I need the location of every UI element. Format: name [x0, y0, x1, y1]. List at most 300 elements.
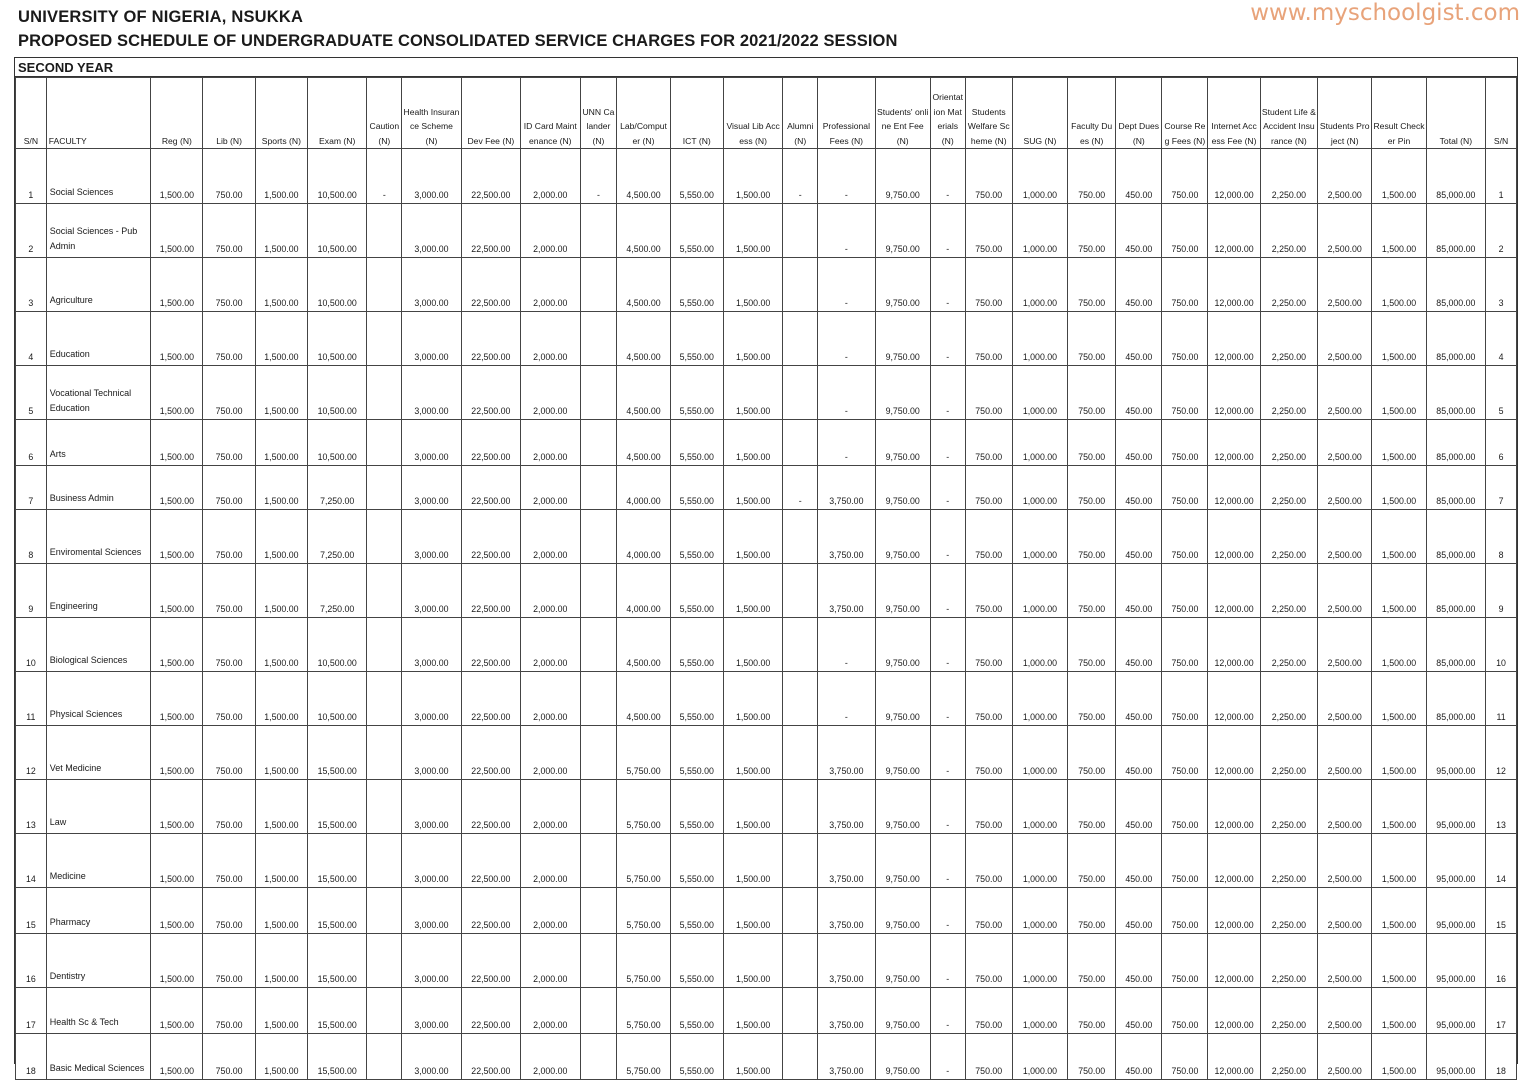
fee-cell: 1,000.00 — [1012, 780, 1067, 834]
serial-cell: 4 — [16, 312, 47, 366]
serial-cell: 9 — [1486, 564, 1517, 618]
fee-cell: 5,550.00 — [670, 1034, 723, 1080]
column-header: Alumni (N) — [783, 78, 818, 149]
fee-cell: 4,500.00 — [617, 420, 670, 466]
fee-cell: 450.00 — [1116, 888, 1162, 934]
fee-cell — [367, 834, 402, 888]
fee-cell — [367, 204, 402, 258]
table-row — [16, 672, 1517, 726]
fee-cell: 12,000.00 — [1208, 510, 1260, 564]
fee-cell: 1,000.00 — [1012, 564, 1067, 618]
fee-cell: 1,500.00 — [255, 672, 307, 726]
column-header: Students Welfare Scheme (N) — [965, 78, 1012, 149]
fee-cell — [580, 934, 617, 988]
fee-cell: 5,550.00 — [670, 149, 723, 204]
fee-cell: 750.00 — [1162, 618, 1208, 672]
fee-cell: 2,000.00 — [521, 149, 580, 204]
fee-cell: 750.00 — [203, 672, 255, 726]
fee-cell: 1,500.00 — [1372, 258, 1426, 312]
serial-cell: 12 — [16, 726, 47, 780]
serial-cell: 18 — [1486, 1034, 1517, 1080]
fee-cell: 450.00 — [1116, 466, 1162, 510]
fee-cell: 750.00 — [1068, 149, 1116, 204]
fee-cell: 9,750.00 — [875, 564, 930, 618]
fee-cell: - — [930, 934, 965, 988]
serial-cell: 15 — [1486, 888, 1517, 934]
fee-cell: 2,000.00 — [521, 780, 580, 834]
serial-cell: 4 — [1486, 312, 1517, 366]
fee-cell: 1,000.00 — [1012, 934, 1067, 988]
fee-cell: 750.00 — [965, 204, 1012, 258]
fee-cell: 1,500.00 — [723, 672, 782, 726]
fee-cell: 9,750.00 — [875, 780, 930, 834]
serial-cell: 10 — [16, 618, 47, 672]
fee-cell: 750.00 — [1162, 258, 1208, 312]
fee-cell: 1,500.00 — [723, 618, 782, 672]
fee-cell: 1,500.00 — [151, 618, 203, 672]
serial-cell: 16 — [1486, 934, 1517, 988]
fee-cell: 750.00 — [965, 834, 1012, 888]
fee-cell: 450.00 — [1116, 618, 1162, 672]
fee-cell: 2,250.00 — [1260, 988, 1317, 1034]
fee-cell: 750.00 — [203, 149, 255, 204]
fee-cell: 2,000.00 — [521, 366, 580, 420]
fee-cell — [580, 988, 617, 1034]
fee-cell: 1,500.00 — [1372, 204, 1426, 258]
fee-cell: 5,750.00 — [617, 726, 670, 780]
fee-cell: 750.00 — [1162, 204, 1208, 258]
serial-cell: 7 — [16, 466, 47, 510]
fee-cell — [367, 672, 402, 726]
fee-cell: 1,500.00 — [151, 510, 203, 564]
fee-cell: 22,500.00 — [461, 420, 520, 466]
faculty-cell: Vocational Technical Education — [46, 366, 151, 420]
fee-cell: 750.00 — [203, 934, 255, 988]
fee-cell: 2,500.00 — [1318, 420, 1372, 466]
fee-cell: 1,000.00 — [1012, 1034, 1067, 1080]
faculty-cell: Social Sciences - Pub Admin — [46, 204, 151, 258]
column-header: Caution (N) — [367, 78, 402, 149]
fee-cell: 1,500.00 — [255, 466, 307, 510]
fee-cell: 1,000.00 — [1012, 366, 1067, 420]
fee-cell: 12,000.00 — [1208, 672, 1260, 726]
faculty-cell: Vet Medicine — [46, 726, 151, 780]
fee-cell: 4,500.00 — [617, 149, 670, 204]
fee-cell: 10,500.00 — [307, 618, 366, 672]
serial-cell: 3 — [1486, 258, 1517, 312]
fee-cell: 1,500.00 — [1372, 510, 1426, 564]
table-row — [16, 888, 1517, 934]
fee-cell: - — [818, 149, 875, 204]
fee-cell: 2,000.00 — [521, 420, 580, 466]
fee-cell: 5,750.00 — [617, 780, 670, 834]
fee-cell: 22,500.00 — [461, 672, 520, 726]
fee-cell: 1,500.00 — [1372, 420, 1426, 466]
fee-cell — [367, 312, 402, 366]
fee-cell: 750.00 — [203, 1034, 255, 1080]
fee-cell: 3,000.00 — [402, 204, 461, 258]
fee-cell: 2,250.00 — [1260, 618, 1317, 672]
fee-cell: 750.00 — [965, 420, 1012, 466]
fee-cell: 12,000.00 — [1208, 258, 1260, 312]
total-cell: 85,000.00 — [1426, 564, 1485, 618]
fee-cell: 750.00 — [1162, 149, 1208, 204]
fee-cell: 450.00 — [1116, 149, 1162, 204]
fee-cell — [367, 420, 402, 466]
fee-cell: 3,750.00 — [818, 888, 875, 934]
fee-cell: 3,750.00 — [818, 834, 875, 888]
fee-cell: 3,000.00 — [402, 466, 461, 510]
fee-cell — [783, 258, 818, 312]
table-row — [16, 834, 1517, 888]
fee-cell: 5,550.00 — [670, 934, 723, 988]
fee-cell: 2,500.00 — [1318, 564, 1372, 618]
fee-cell — [783, 934, 818, 988]
fee-cell: 1,500.00 — [255, 934, 307, 988]
fee-cell — [580, 312, 617, 366]
fee-cell: 750.00 — [965, 1034, 1012, 1080]
fee-cell: 9,750.00 — [875, 988, 930, 1034]
fee-cell: 2,500.00 — [1318, 1034, 1372, 1080]
fee-cell: 2,500.00 — [1318, 258, 1372, 312]
fee-cell: 1,500.00 — [255, 420, 307, 466]
fee-cell: 2,000.00 — [521, 466, 580, 510]
fee-cell: - — [783, 466, 818, 510]
fee-cell: 750.00 — [1162, 834, 1208, 888]
fee-cell: 1,500.00 — [255, 888, 307, 934]
fee-cell: 1,500.00 — [723, 1034, 782, 1080]
fee-cell: 750.00 — [203, 988, 255, 1034]
table-row — [16, 149, 1517, 204]
table-row — [16, 510, 1517, 564]
serial-cell: 1 — [1486, 149, 1517, 204]
fee-cell: 2,500.00 — [1318, 780, 1372, 834]
fee-cell: 4,000.00 — [617, 510, 670, 564]
fee-cell: 7,250.00 — [307, 564, 366, 618]
fee-cell — [783, 672, 818, 726]
fee-cell: 2,250.00 — [1260, 834, 1317, 888]
fee-cell: 1,500.00 — [255, 564, 307, 618]
fee-cell: 15,500.00 — [307, 834, 366, 888]
fee-cell: 1,000.00 — [1012, 618, 1067, 672]
fee-cell: 3,750.00 — [818, 466, 875, 510]
fee-cell: 1,000.00 — [1012, 204, 1067, 258]
fee-cell: 450.00 — [1116, 780, 1162, 834]
table-row — [16, 1034, 1517, 1080]
table-row — [16, 934, 1517, 988]
fee-cell: 22,500.00 — [461, 149, 520, 204]
fee-cell: 1,500.00 — [151, 726, 203, 780]
serial-cell: 12 — [1486, 726, 1517, 780]
serial-cell: 13 — [16, 780, 47, 834]
fee-cell: 9,750.00 — [875, 672, 930, 726]
fee-cell: 3,000.00 — [402, 726, 461, 780]
fee-cell: 1,500.00 — [255, 780, 307, 834]
fee-cell: 12,000.00 — [1208, 888, 1260, 934]
fee-cell — [580, 420, 617, 466]
fee-cell: 5,550.00 — [670, 834, 723, 888]
fee-cell: 3,750.00 — [818, 564, 875, 618]
fee-cell — [783, 564, 818, 618]
fee-cell: 3,750.00 — [818, 510, 875, 564]
fee-cell: 750.00 — [1162, 564, 1208, 618]
fee-cell: 750.00 — [203, 466, 255, 510]
fee-cell: 2,250.00 — [1260, 366, 1317, 420]
fee-cell — [367, 258, 402, 312]
fee-cell: - — [818, 672, 875, 726]
fee-cell: 9,750.00 — [875, 1034, 930, 1080]
fee-cell: 22,500.00 — [461, 618, 520, 672]
serial-cell: 15 — [16, 888, 47, 934]
fee-cell: 2,000.00 — [521, 510, 580, 564]
total-cell: 85,000.00 — [1426, 466, 1485, 510]
serial-cell: 7 — [1486, 466, 1517, 510]
fee-cell: 15,500.00 — [307, 780, 366, 834]
total-cell: 85,000.00 — [1426, 420, 1485, 466]
fee-cell: 2,000.00 — [521, 204, 580, 258]
fee-cell: 2,000.00 — [521, 834, 580, 888]
faculty-cell: Health Sc & Tech — [46, 988, 151, 1034]
fee-cell: 2,000.00 — [521, 888, 580, 934]
fee-cell: - — [580, 149, 617, 204]
fee-cell: 2,000.00 — [521, 726, 580, 780]
fee-cell: 750.00 — [965, 312, 1012, 366]
fee-cell: 1,500.00 — [255, 988, 307, 1034]
fee-cell — [580, 258, 617, 312]
fee-cell: 22,500.00 — [461, 564, 520, 618]
fee-cell: - — [930, 420, 965, 466]
total-cell: 85,000.00 — [1426, 149, 1485, 204]
fee-cell: 1,000.00 — [1012, 312, 1067, 366]
column-header: Professional Fees (N) — [818, 78, 875, 149]
fee-cell: 9,750.00 — [875, 888, 930, 934]
fee-cell: 750.00 — [965, 564, 1012, 618]
fee-cell: 1,500.00 — [1372, 888, 1426, 934]
table-row — [16, 312, 1517, 366]
section-label: SECOND YEAR — [15, 58, 1517, 77]
serial-cell: 8 — [16, 510, 47, 564]
fee-cell: 3,000.00 — [402, 366, 461, 420]
fee-cell: 1,500.00 — [1372, 1034, 1426, 1080]
column-header: Students Project (N) — [1318, 78, 1372, 149]
fee-cell: 1,500.00 — [1372, 988, 1426, 1034]
fee-cell: 22,500.00 — [461, 934, 520, 988]
fee-cell: 750.00 — [1162, 726, 1208, 780]
fee-cell — [367, 1034, 402, 1080]
fee-cell: 1,500.00 — [255, 258, 307, 312]
fee-cell — [783, 204, 818, 258]
column-header: ICT (N) — [670, 78, 723, 149]
fee-cell: 3,750.00 — [818, 988, 875, 1034]
fee-cell: 1,500.00 — [151, 1034, 203, 1080]
serial-cell: 14 — [16, 834, 47, 888]
fee-cell: 1,500.00 — [1372, 312, 1426, 366]
fee-cell: 1,500.00 — [151, 564, 203, 618]
fee-cell: - — [818, 420, 875, 466]
serial-cell: 16 — [16, 934, 47, 988]
fee-cell: 22,500.00 — [461, 780, 520, 834]
fee-cell: 22,500.00 — [461, 466, 520, 510]
fee-cell: 1,500.00 — [255, 618, 307, 672]
fee-cell: - — [930, 510, 965, 564]
fee-cell: 15,500.00 — [307, 988, 366, 1034]
fee-cell: 750.00 — [203, 258, 255, 312]
fee-cell: 1,500.00 — [723, 149, 782, 204]
faculty-cell: Pharmacy — [46, 888, 151, 934]
fee-cell: 1,500.00 — [151, 988, 203, 1034]
fee-cell: 12,000.00 — [1208, 149, 1260, 204]
fee-cell: 5,550.00 — [670, 780, 723, 834]
fee-cell: 2,000.00 — [521, 934, 580, 988]
fee-cell: 2,000.00 — [521, 312, 580, 366]
fee-cell: 9,750.00 — [875, 149, 930, 204]
fee-cell: 2,500.00 — [1318, 988, 1372, 1034]
fee-cell: 1,500.00 — [723, 510, 782, 564]
fee-cell: 2,500.00 — [1318, 204, 1372, 258]
fee-cell — [580, 204, 617, 258]
column-header: Reg (N) — [151, 78, 203, 149]
fee-cell: 4,500.00 — [617, 366, 670, 420]
fee-cell: 3,750.00 — [818, 934, 875, 988]
fee-cell: 2,500.00 — [1318, 726, 1372, 780]
fee-cell: 3,000.00 — [402, 149, 461, 204]
column-header: Exam (N) — [307, 78, 366, 149]
fee-cell: 5,550.00 — [670, 988, 723, 1034]
fee-cell: 750.00 — [965, 726, 1012, 780]
serial-cell: 17 — [1486, 988, 1517, 1034]
fee-cell: 750.00 — [1068, 466, 1116, 510]
fee-cell: 750.00 — [1162, 510, 1208, 564]
fee-cell: 2,250.00 — [1260, 780, 1317, 834]
fee-cell: 450.00 — [1116, 204, 1162, 258]
fee-cell: 750.00 — [1162, 366, 1208, 420]
column-header: SUG (N) — [1012, 78, 1067, 149]
fee-cell: 1,500.00 — [1372, 934, 1426, 988]
fee-cell: 2,250.00 — [1260, 934, 1317, 988]
faculty-cell: Enviromental Sciences — [46, 510, 151, 564]
fee-cell: 2,250.00 — [1260, 672, 1317, 726]
column-header: Result Checker Pin — [1372, 78, 1426, 149]
fee-cell: 750.00 — [965, 934, 1012, 988]
faculty-cell: Arts — [46, 420, 151, 466]
fee-cell: 4,500.00 — [617, 618, 670, 672]
fee-cell: 10,500.00 — [307, 420, 366, 466]
fee-cell: 450.00 — [1116, 564, 1162, 618]
fee-cell: 1,500.00 — [723, 726, 782, 780]
fee-cell: 5,750.00 — [617, 888, 670, 934]
fee-cell: 750.00 — [965, 510, 1012, 564]
fee-cell: 7,250.00 — [307, 510, 366, 564]
fee-cell: 4,500.00 — [617, 258, 670, 312]
fee-cell: 5,550.00 — [670, 888, 723, 934]
fee-cell: 750.00 — [203, 366, 255, 420]
fee-cell: 450.00 — [1116, 1034, 1162, 1080]
fee-cell: 2,250.00 — [1260, 564, 1317, 618]
fee-cell: 1,000.00 — [1012, 834, 1067, 888]
faculty-cell: Law — [46, 780, 151, 834]
fee-cell: 450.00 — [1116, 258, 1162, 312]
fee-cell: 3,000.00 — [402, 988, 461, 1034]
fee-cell: 5,750.00 — [617, 934, 670, 988]
fee-cell: 10,500.00 — [307, 204, 366, 258]
fee-cell — [367, 988, 402, 1034]
column-header: Orientation Materials (N) — [930, 78, 965, 149]
total-cell: 95,000.00 — [1426, 888, 1485, 934]
total-cell: 85,000.00 — [1426, 204, 1485, 258]
fee-cell: 1,500.00 — [151, 258, 203, 312]
fee-cell: 1,500.00 — [723, 366, 782, 420]
fee-cell: 750.00 — [203, 420, 255, 466]
fee-cell: 750.00 — [203, 834, 255, 888]
fee-cell: 2,250.00 — [1260, 1034, 1317, 1080]
fee-cell: 1,500.00 — [255, 149, 307, 204]
fee-cell: 1,500.00 — [255, 510, 307, 564]
fee-cell: - — [818, 366, 875, 420]
fee-cell: 1,500.00 — [1372, 672, 1426, 726]
fee-cell: 750.00 — [965, 780, 1012, 834]
fee-cell: 7,250.00 — [307, 466, 366, 510]
fee-cell: 2,000.00 — [521, 258, 580, 312]
fee-cell: 750.00 — [965, 258, 1012, 312]
fee-cell: 12,000.00 — [1208, 312, 1260, 366]
faculty-cell: Physical Sciences — [46, 672, 151, 726]
column-header: UNN Calander (N) — [580, 78, 617, 149]
fee-cell: 1,500.00 — [151, 149, 203, 204]
fee-cell: 3,000.00 — [402, 780, 461, 834]
fee-cell: 5,550.00 — [670, 618, 723, 672]
fee-cell: 9,750.00 — [875, 510, 930, 564]
fee-cell — [783, 780, 818, 834]
fee-cell: 9,750.00 — [875, 258, 930, 312]
column-header: Course Reg Fees (N) — [1162, 78, 1208, 149]
fee-cell: 2,250.00 — [1260, 149, 1317, 204]
fee-cell: 12,000.00 — [1208, 204, 1260, 258]
fee-cell: 2,250.00 — [1260, 420, 1317, 466]
fee-cell: - — [930, 204, 965, 258]
table-row — [16, 618, 1517, 672]
fee-cell: 1,000.00 — [1012, 258, 1067, 312]
total-cell: 85,000.00 — [1426, 510, 1485, 564]
fee-cell: 750.00 — [203, 564, 255, 618]
fee-cell: 1,500.00 — [151, 466, 203, 510]
fee-cell: 750.00 — [1068, 618, 1116, 672]
fee-cell: 3,750.00 — [818, 780, 875, 834]
fee-cell: 5,550.00 — [670, 726, 723, 780]
column-header: Visual Lib Access (N) — [723, 78, 782, 149]
fee-cell — [580, 564, 617, 618]
fee-cell: 22,500.00 — [461, 312, 520, 366]
fee-cell: 1,000.00 — [1012, 149, 1067, 204]
fee-cell: 2,000.00 — [521, 988, 580, 1034]
fee-cell: 15,500.00 — [307, 1034, 366, 1080]
fee-cell: 2,250.00 — [1260, 510, 1317, 564]
faculty-cell: Biological Sciences — [46, 618, 151, 672]
fee-cell — [367, 780, 402, 834]
fee-cell: 1,500.00 — [255, 726, 307, 780]
fee-cell: 2,500.00 — [1318, 934, 1372, 988]
serial-cell: 1 — [16, 149, 47, 204]
fee-cell: - — [930, 618, 965, 672]
fee-cell: 1,500.00 — [1372, 564, 1426, 618]
column-header: Student Life & Accident Insurance (N) — [1260, 78, 1317, 149]
fee-cell — [783, 1034, 818, 1080]
fee-cell: 1,000.00 — [1012, 510, 1067, 564]
fee-cell: 750.00 — [1162, 888, 1208, 934]
column-header: Dev Fee (N) — [461, 78, 520, 149]
fee-cell: 1,500.00 — [151, 934, 203, 988]
fee-cell: - — [930, 672, 965, 726]
fee-cell: 15,500.00 — [307, 888, 366, 934]
